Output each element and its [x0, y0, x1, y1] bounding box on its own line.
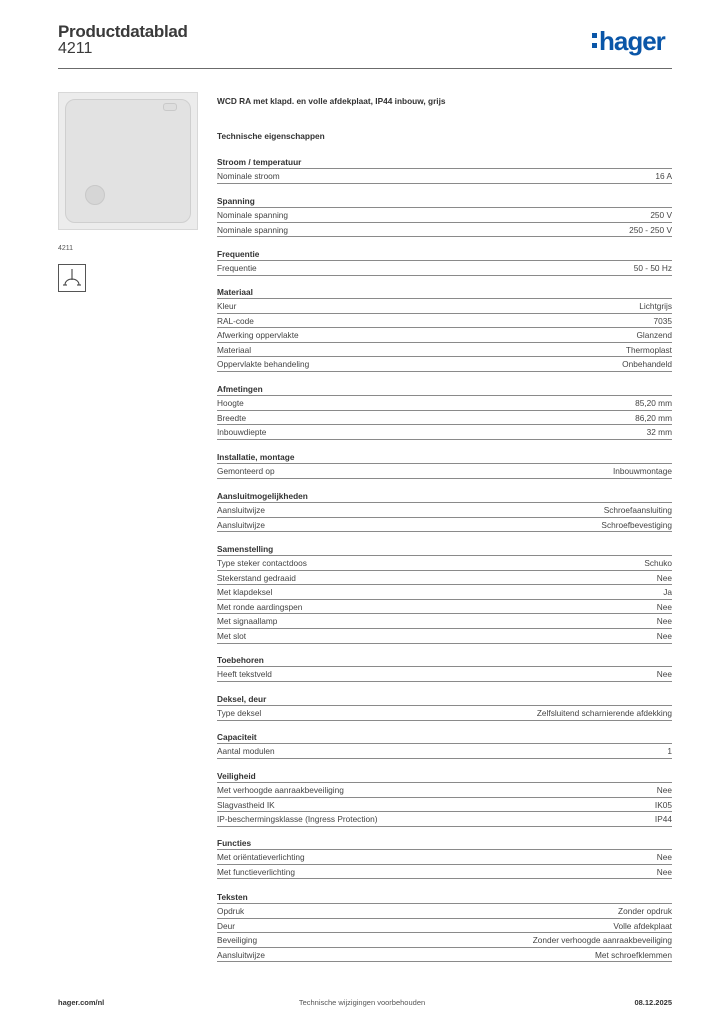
spec-row: [217, 343, 672, 358]
section-title: Spanning: [217, 194, 672, 208]
spec-row: [217, 904, 672, 919]
spec-label: Deur: [217, 920, 235, 931]
spec-value: Schroefbevestiging: [601, 519, 672, 530]
section-title: Stroom / temperatuur: [217, 155, 672, 169]
spec-row: [217, 629, 672, 644]
spec-value: Volle afdekplaat: [613, 920, 672, 931]
spec-label: Opdruk: [217, 906, 245, 916]
spec-label: RAL-code: [217, 315, 254, 326]
spec-value: Nee: [656, 669, 672, 679]
spec-section: [217, 890, 672, 962]
section-title: Functies: [217, 836, 672, 850]
spec-section: [217, 285, 672, 372]
spec-label: Nominale spanning: [217, 224, 289, 235]
spec-value: Schuko: [644, 558, 672, 568]
spec-section: [217, 155, 672, 184]
technical-heading: Technische eigenschappen: [217, 131, 325, 141]
spec-section: [217, 247, 672, 276]
spec-value: Nee: [656, 572, 672, 583]
spec-label: Met slot: [217, 630, 247, 641]
spec-value: Lichtgrijs: [639, 301, 672, 311]
spec-label: Nominale spanning: [217, 210, 289, 220]
hager-logo: [592, 26, 665, 57]
spec-row: [217, 464, 672, 479]
footer-notice: Technische wijzigingen voorbehouden: [298, 998, 426, 1007]
spec-value: 50 - 50 Hz: [633, 263, 672, 273]
spec-section: [217, 769, 672, 827]
spec-value: Ja: [663, 587, 672, 598]
spec-label: Met verhoogde aanraakbeveiliging: [217, 785, 344, 795]
spec-value: Nee: [656, 785, 672, 795]
product-description: WCD RA met klapd. en volle afdekplaat, IP44 inbouw, grijs: [217, 96, 446, 106]
spec-section: [217, 836, 672, 879]
spec-section: [217, 450, 672, 479]
section-title: Teksten: [217, 890, 672, 904]
spec-label: Heeft tekstveld: [217, 669, 272, 679]
spec-row: [217, 425, 672, 440]
spec-section: [217, 382, 672, 440]
spec-row: [217, 933, 672, 948]
spec-section: [217, 692, 672, 721]
section-title: Toebehoren: [217, 653, 672, 667]
spec-label: IP-beschermingsklasse (Ingress Protection): [217, 814, 378, 825]
spec-row: [217, 556, 672, 571]
spec-label: Aantal modulen: [217, 746, 275, 756]
spec-label: Type steker contactdoos: [217, 558, 307, 568]
logo-text: hager: [599, 26, 665, 56]
spec-row: [217, 357, 672, 372]
image-reference: 4211: [58, 245, 74, 252]
section-title: Capaciteit: [217, 730, 672, 744]
spec-value: Nee: [656, 852, 672, 862]
spec-label: Slagvastheid IK: [217, 799, 275, 810]
section-title: Samenstelling: [217, 542, 672, 556]
spec-label: Beveiliging: [217, 935, 258, 946]
hinge-detail: [163, 103, 177, 111]
spec-value: IK05: [654, 799, 672, 810]
spec-value: Thermoplast: [625, 344, 672, 355]
spec-label: Met signaallamp: [217, 616, 278, 627]
section-title: Veiligheid: [217, 769, 672, 783]
spec-value: Nee: [656, 866, 672, 877]
spec-row: [217, 585, 672, 600]
spec-label: Aansluitwijze: [217, 519, 265, 530]
spec-label: Hoogte: [217, 398, 244, 408]
spec-value: IP44: [654, 814, 672, 825]
spec-row: [217, 518, 672, 533]
spec-row: [217, 667, 672, 682]
spec-row: [217, 706, 672, 721]
spec-value: Nee: [656, 616, 672, 627]
section-title: Installatie, montage: [217, 450, 672, 464]
section-title: Materiaal: [217, 285, 672, 299]
spec-label: Nominale stroom: [217, 171, 280, 181]
spec-row: [217, 850, 672, 865]
spec-row: [217, 600, 672, 615]
spec-value: Onbehandeld: [622, 359, 672, 370]
document-title: Productdatablad: [58, 22, 188, 41]
spec-value: Glanzend: [636, 330, 672, 341]
spec-row: [217, 812, 672, 827]
product-number: 4211: [58, 40, 93, 57]
spec-row: [217, 411, 672, 426]
spec-section: [217, 194, 672, 237]
logo-dots-icon: [592, 33, 597, 48]
spec-row: [217, 571, 672, 586]
spec-row: [217, 948, 672, 963]
spec-value: 1: [667, 746, 672, 756]
spec-value: Met schroefklemmen: [594, 949, 672, 960]
spec-row: [217, 783, 672, 798]
spec-label: Gemonteerd op: [217, 466, 275, 476]
spec-section: [217, 730, 672, 759]
spec-label: Oppervlakte behandeling: [217, 359, 310, 370]
footer-date: 08.12.2025: [634, 998, 672, 1007]
latch-detail: [85, 185, 105, 205]
spec-value: 250 - 250 V: [629, 224, 672, 235]
spec-row: [217, 169, 672, 184]
spec-value: 86,20 mm: [635, 412, 672, 423]
spec-row: [217, 208, 672, 223]
spec-label: Aansluitwijze: [217, 949, 265, 960]
spec-label: Met ronde aardingspen: [217, 601, 303, 612]
spec-section: [217, 489, 672, 532]
spec-value: 32 mm: [646, 427, 672, 438]
section-title: Deksel, deur: [217, 692, 672, 706]
spec-row: [217, 798, 672, 813]
spec-label: Inbouwdiepte: [217, 427, 267, 438]
spec-label: Aansluitwijze: [217, 505, 265, 515]
spec-label: Frequentie: [217, 263, 257, 273]
header-divider: [58, 68, 672, 69]
spec-value: 16 A: [655, 171, 672, 181]
socket-symbol-icon: [58, 264, 86, 292]
spec-value: 250 V: [650, 210, 672, 220]
spec-row: [217, 503, 672, 518]
spec-label: Afwerking oppervlakte: [217, 330, 299, 341]
spec-row: [217, 261, 672, 276]
spec-label: Breedte: [217, 412, 247, 423]
spec-label: Stekerstand gedraaid: [217, 572, 296, 583]
spec-row: [217, 865, 672, 880]
spec-label: Met oriëntatieverlichting: [217, 852, 305, 862]
spec-label: Type deksel: [217, 708, 262, 718]
spec-value: Nee: [656, 601, 672, 612]
section-title: Aansluitmogelijkheden: [217, 489, 672, 503]
spec-row: [217, 223, 672, 238]
spec-label: Kleur: [217, 301, 237, 311]
section-title: Frequentie: [217, 247, 672, 261]
cover-plate: [65, 99, 191, 223]
spec-section: [217, 542, 672, 644]
section-title: Afmetingen: [217, 382, 672, 396]
spec-row: [217, 919, 672, 934]
spec-value: Nee: [656, 630, 672, 641]
spec-value: Schroefaansluiting: [603, 505, 672, 515]
spec-row: [217, 744, 672, 759]
spec-label: Met functieverlichting: [217, 866, 295, 877]
spec-row: [217, 314, 672, 329]
spec-value: Zonder verhoogde aanraakbeveiliging: [532, 935, 672, 946]
footer-website[interactable]: hager.com/nl: [58, 998, 105, 1007]
spec-value: 7035: [653, 315, 672, 326]
spec-value: Inbouwmontage: [612, 466, 672, 476]
spec-row: [217, 614, 672, 629]
spec-row: [217, 328, 672, 343]
spec-section: [217, 653, 672, 682]
spec-value: Zonder opdruk: [618, 906, 672, 916]
spec-value: Zelfsluitend scharnierende afdekking: [536, 708, 672, 718]
spec-label: Materiaal: [217, 344, 252, 355]
spec-row: [217, 299, 672, 314]
spec-row: [217, 396, 672, 411]
product-image: [58, 92, 198, 230]
spec-label: Met klapdeksel: [217, 587, 273, 598]
spec-value: 85,20 mm: [635, 398, 672, 408]
